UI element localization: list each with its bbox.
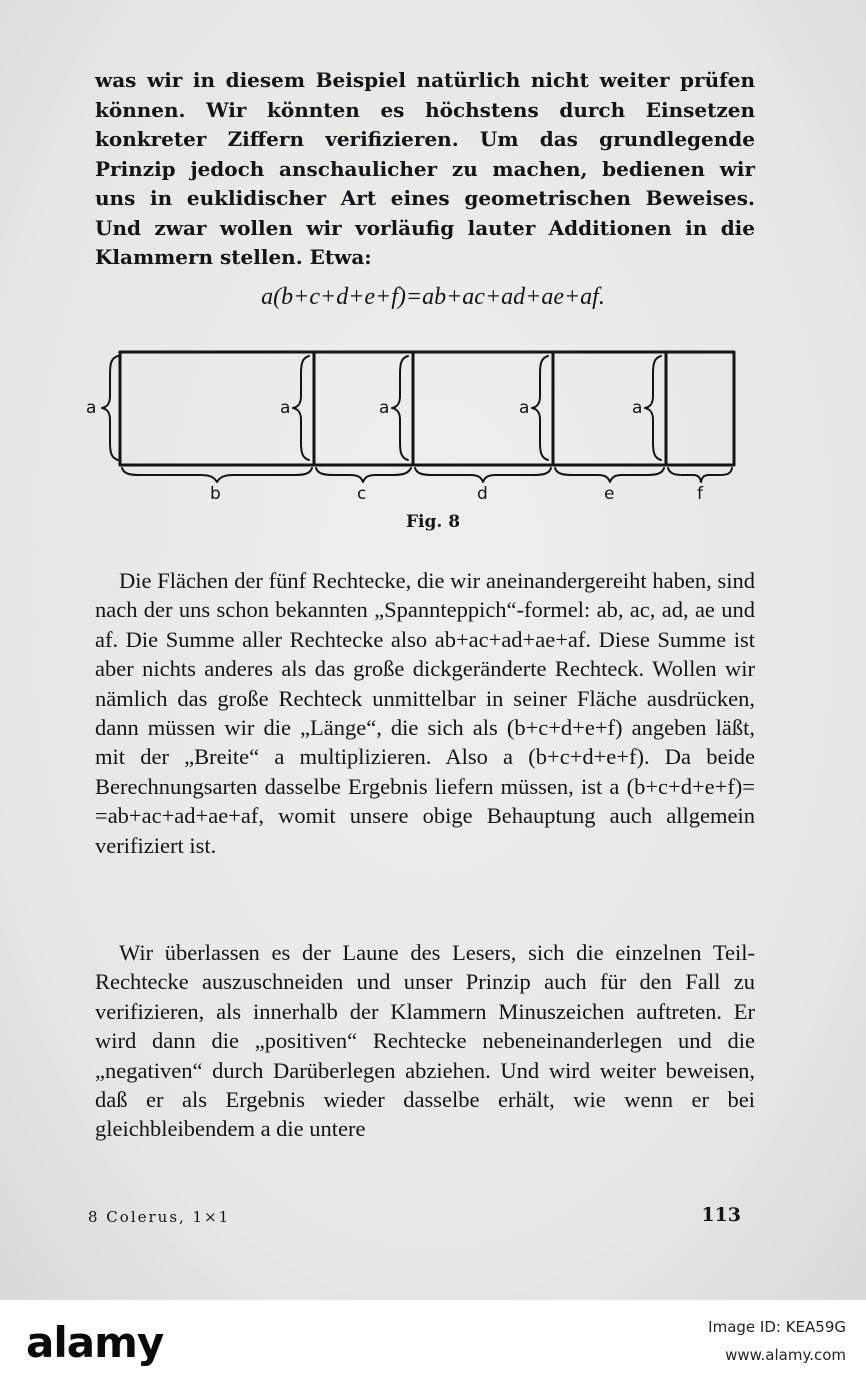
paragraph-1: [95, 566, 755, 860]
figure-caption: Fig. 8: [405, 512, 461, 532]
label-a-left: a: [86, 398, 97, 418]
image-id: Image ID: KEA59G: [708, 1318, 846, 1336]
figure-8-diagram: [80, 340, 760, 500]
brace-a-1: [293, 356, 309, 460]
label-a-3: a: [519, 398, 530, 418]
brace-a-left: [102, 356, 118, 460]
label-a-2: a: [379, 398, 390, 418]
site-url: www.alamy.com: [725, 1346, 846, 1364]
label-a-4: a: [632, 398, 643, 418]
brace-a-2: [392, 356, 408, 460]
brace-a-3: [532, 356, 548, 460]
paragraph-top-text: was wir in diesem Beispiel natürlich nicht weiter prüfen können. Wir könnten es höchstens durch Einsetzen konkreter Ziffern verifizieren. Um das grundlegende Prinzip jedoch anschaulicher zu machen, bedienen wir uns in euklidischer Art eines geometrischen Beweises. Und zwar wollen wir vorläufig lauter Additionen in die Klammern stellen. Etwa:: [95, 68, 755, 269]
brace-e: [555, 468, 664, 482]
paragraph-2-text: Wir überlassen es der Laune des Lesers, sich die einzelnen Teil-Rechtecke auszuschneiden und unser Prinzip auch für den Fall zu verifizieren, als innerhalb der Klammern Minuszeichen auftreten. Er wird dann die „positiven“ Rechtecke nebeneinanderlegen und die „negativen“ durch Darüberlegen abziehen. Und wird weiter beweisen, daß er als Ergebnis wieder dasselbe erhält, wie wenn er bei gleichbleibendem a die untere: [95, 940, 755, 1142]
footer-signature: 8 Colerus, 1×1: [88, 1208, 231, 1226]
brace-a-4: [645, 356, 661, 460]
label-d: d: [477, 484, 488, 500]
brace-d: [415, 468, 551, 482]
brace-f: [668, 468, 732, 482]
paragraph-1-text: Die Flächen der fünf Rechtecke, die wir aneinandergereiht haben, sind nach der uns schon bekannten „Spannteppich“-formel: ab, ac, ad, ae und af. Die Summe aller Rechtecke also ab+ac+ad+ae+af. Diese Summe ist aber nichts anderes als das große dickgeränderte Rechteck. Wollen wir nämlich das große Rechteck unmittelbar in seiner Fläche ausdrücken, dann müssen wir die „Länge“, die sich als (b+c+d+e+f) angeben läßt, mit der „Breite“ a multiplizieren. Also a (b+c+d+e+f). Da beide Berechnungsarten dasselbe Ergebnis liefern müssen, ist a (b+c+d+e+f)= =ab+ac+ad+ae+af, womit unsere obige Behauptung auch allgemein verifiziert ist.: [95, 568, 755, 858]
brand-logo: alamy: [26, 1318, 164, 1367]
brace-b: [122, 468, 312, 482]
label-b: b: [210, 484, 221, 500]
label-a-1: a: [280, 398, 291, 418]
formula: a(b+c+d+e+f)=ab+ac+ad+ae+af.: [261, 284, 605, 310]
label-e: e: [604, 484, 615, 500]
label-c: c: [357, 484, 367, 500]
label-f: f: [697, 484, 703, 500]
paragraph-top: [95, 66, 755, 273]
page-number: 113: [701, 1204, 741, 1226]
brace-c: [316, 468, 411, 482]
paragraph-2: [95, 938, 755, 1144]
